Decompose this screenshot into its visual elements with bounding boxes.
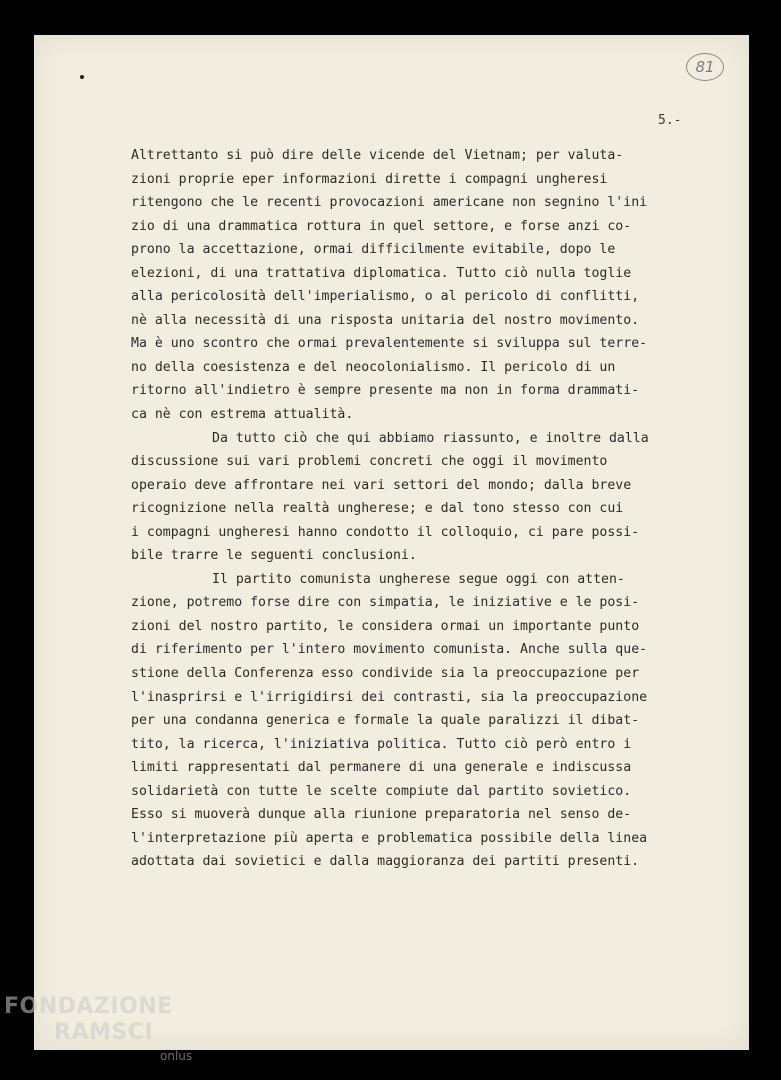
text-line: elezioni, di una trattativa diplomatica. Tutto ciò nulla toglie xyxy=(131,265,632,281)
text-line: l'interpretazione più aperta e problematica possibile della linea xyxy=(131,830,648,846)
text-line: i compagni ungheresi hanno condotto il colloquio, ci pare possi- xyxy=(131,524,640,540)
text-line: operaio deve affrontare nei vari settori del mondo; dalla breve xyxy=(131,477,632,493)
text-line: zioni del nostro partito, le considera ormai un importante punto xyxy=(131,618,640,634)
text-line: zio di una drammatica rottura in quel settore, e forse anzi co- xyxy=(131,218,632,234)
text-line: nè alla necessità di una risposta unitaria del nostro movimento. xyxy=(131,312,640,328)
text-line: di riferimento per l'intero movimento comunista. Anche sulla que- xyxy=(131,642,648,658)
text-line: bile trarre le seguenti conclusioni. xyxy=(131,548,417,564)
text-line: tito, la ricerca, l'iniziativa politica. Tutto ciò però entro i xyxy=(131,736,632,752)
text-line: limiti rappresentati dal permanere di una generale e indiscussa xyxy=(131,760,632,776)
text-line: solidarietà con tutte le scelte compiute dal partito sovietico. xyxy=(131,783,632,799)
watermark-line-3: onlus xyxy=(160,1049,193,1063)
text-line: l'inasprirsi e l'irrigidirsi dei contrasti, sia la preoccupazione xyxy=(131,689,648,705)
watermark-line-1: FONDAZIONE xyxy=(4,994,173,1019)
text-line: zione, potremo forse dire con simpatia, le iniziative e le posi- xyxy=(131,595,640,611)
text-line: no della coesistenza e del neocolonialismo. Il pericolo di un xyxy=(131,359,616,375)
typewritten-text xyxy=(131,144,701,874)
document-page xyxy=(34,35,749,1050)
text-line: Esso si muoverà dunque alla riunione preparatoria nel senso de- xyxy=(131,807,632,823)
fondazione-gramsci-watermark xyxy=(4,994,173,1046)
text-line: ritorno all'indietro è sempre presente ma non in forma drammati- xyxy=(131,383,640,399)
text-line: discussione sui vari problemi concreti che oggi il movimento xyxy=(131,454,608,470)
text-line: prono la accettazione, ormai difficilmente evitabile, dopo le xyxy=(131,242,616,258)
page-number: 5.- xyxy=(658,113,682,128)
text-line: ritengono che le recenti provocazioni americane non segnino l'ini xyxy=(131,195,648,211)
text-line: Altrettanto si può dire delle vicende del Vietnam; per valuta- xyxy=(131,148,624,163)
text-line: ca nè con estrema attualità. xyxy=(131,407,354,423)
text-line: adottata dai sovietici e dalla maggioranza dei partiti presenti. xyxy=(131,854,640,870)
paragraph-start-line: Il partito comunista ungherese segue oggi con atten- xyxy=(212,571,625,587)
text-line: Ma è uno scontro che ormai prevalentemente si sviluppa sul terre- xyxy=(131,336,648,352)
text-line: ricognizione nella realtà ungherese; e dal tono stesso con cui xyxy=(131,501,624,517)
paragraph-start-line: Da tutto ciò che qui abbiamo riassunto, e inoltre dalla xyxy=(212,430,649,446)
archive-number-stamp: 81 xyxy=(686,53,724,81)
text-line: per una condanna generica e formale la quale paralizzi il dibat- xyxy=(131,713,640,729)
text-line: zioni proprie eper informazioni dirette i compagni ungheresi xyxy=(131,171,608,187)
ink-dot xyxy=(80,75,84,79)
text-line: alla pericolosità dell'imperialismo, o al pericolo di conflitti, xyxy=(131,289,640,305)
text-line: stione della Conferenza esso condivide sia la preoccupazione per xyxy=(131,666,640,682)
watermark-line-2: RAMSCI xyxy=(54,1020,154,1045)
